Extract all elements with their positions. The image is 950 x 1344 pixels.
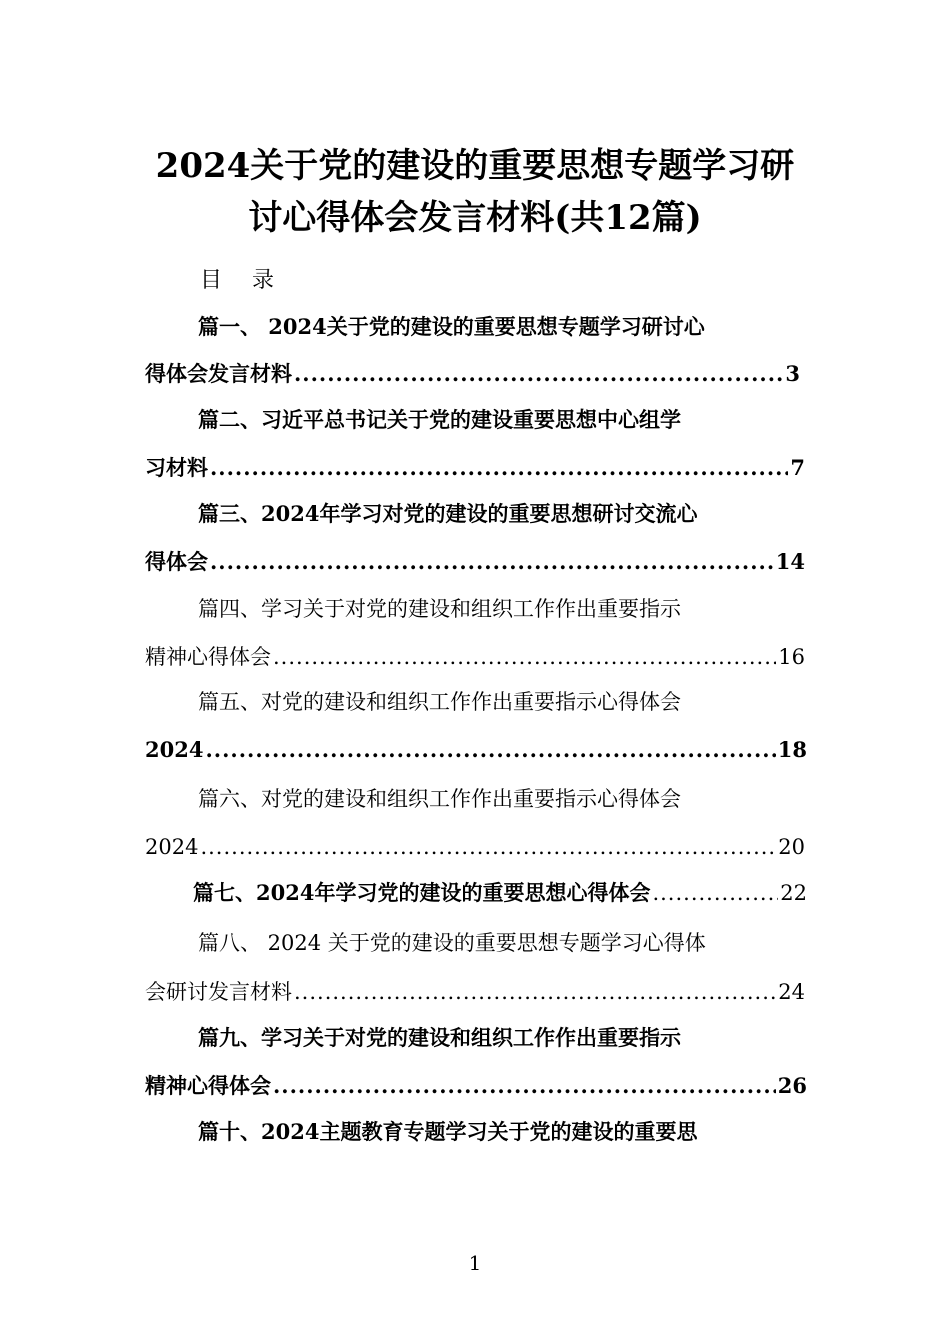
toc-entry-4[interactable]	[145, 641, 805, 673]
toc-leader-dots	[294, 976, 776, 1008]
toc-leader-dots	[294, 358, 783, 390]
toc-entry-9-page: 26	[777, 1073, 807, 1098]
toc-entry-2-page: 7	[790, 455, 805, 480]
toc-entry-5-continuation: 2024	[145, 737, 204, 762]
toc-entry-9-continuation: 精神心得体会	[145, 1073, 271, 1098]
toc-leader-dots	[200, 831, 776, 863]
toc-entry-6[interactable]	[145, 831, 805, 863]
toc-entry-1[interactable]	[145, 358, 800, 390]
toc-entry-10-title[interactable]: 篇十、2024主题教育专题学习关于党的建设的重要思	[198, 1119, 698, 1144]
toc-leader-dots	[652, 877, 778, 909]
title-line-1: 2024关于党的建设的重要思想专题学习研	[155, 146, 795, 186]
toc-entry-5[interactable]	[145, 734, 807, 766]
toc-entry-8-continuation: 会研讨发言材料	[145, 980, 292, 1004]
toc-entry-4-page: 16	[778, 645, 805, 669]
toc-entry-2-title[interactable]: 篇二、习近平总书记关于党的建设重要思想中心组学	[198, 407, 681, 432]
page-number: 1	[468, 1251, 482, 1275]
toc-entry-4-title[interactable]: 篇四、学习关于对党的建设和组织工作作出重要指示	[198, 597, 681, 621]
toc-entry-8[interactable]	[145, 976, 805, 1008]
toc-entry-7-page: 22	[780, 881, 807, 905]
toc-entry-5-title[interactable]: 篇五、对党的建设和组织工作作出重要指示心得体会	[198, 690, 681, 714]
toc-leader-dots	[205, 734, 775, 766]
toc-entry-3-title[interactable]: 篇三、2024年学习对党的建设的重要思想研讨交流心	[198, 501, 698, 526]
toc-heading: 目录	[200, 268, 305, 293]
toc-entry-8-page: 24	[778, 980, 805, 1004]
toc-entry-2-continuation: 习材料	[145, 455, 208, 480]
toc-entry-8-title[interactable]: 篇八、 2024 关于党的建设的重要思想专题学习心得体	[198, 931, 706, 955]
toc-entry-6-continuation: 2024	[145, 835, 199, 859]
toc-entry-1-page: 3	[785, 361, 800, 386]
toc-entry-3-page: 14	[775, 549, 805, 574]
toc-entry-1-title[interactable]: 篇一、 2024关于党的建设的重要思想专题学习研讨心	[198, 314, 705, 339]
toc-entry-9[interactable]	[145, 1070, 807, 1102]
toc-entry-7[interactable]	[193, 877, 807, 909]
toc-entry-3[interactable]	[145, 546, 805, 578]
document-title	[80, 140, 870, 244]
toc-leader-dots	[210, 452, 788, 484]
toc-entry-3-continuation: 得体会	[145, 549, 208, 574]
title-line-2: 讨心得体会发言材料(共12篇)	[248, 198, 702, 238]
toc-entry-9-title[interactable]: 篇九、学习关于对党的建设和组织工作作出重要指示	[198, 1025, 681, 1050]
toc-entry-6-page: 20	[778, 835, 805, 859]
toc-entry-2[interactable]	[145, 452, 805, 484]
toc-entry-6-title[interactable]: 篇六、对党的建设和组织工作作出重要指示心得体会	[198, 787, 681, 811]
toc-leader-dots	[210, 546, 774, 578]
toc-entry-7-title: 篇七、2024年学习党的建设的重要思想心得体会	[193, 880, 651, 905]
toc-leader-dots	[273, 1070, 776, 1102]
toc-entry-5-page: 18	[777, 737, 807, 762]
toc-leader-dots	[273, 641, 776, 673]
toc-entry-1-continuation: 得体会发言材料	[145, 361, 292, 386]
toc-entry-4-continuation: 精神心得体会	[145, 645, 271, 669]
